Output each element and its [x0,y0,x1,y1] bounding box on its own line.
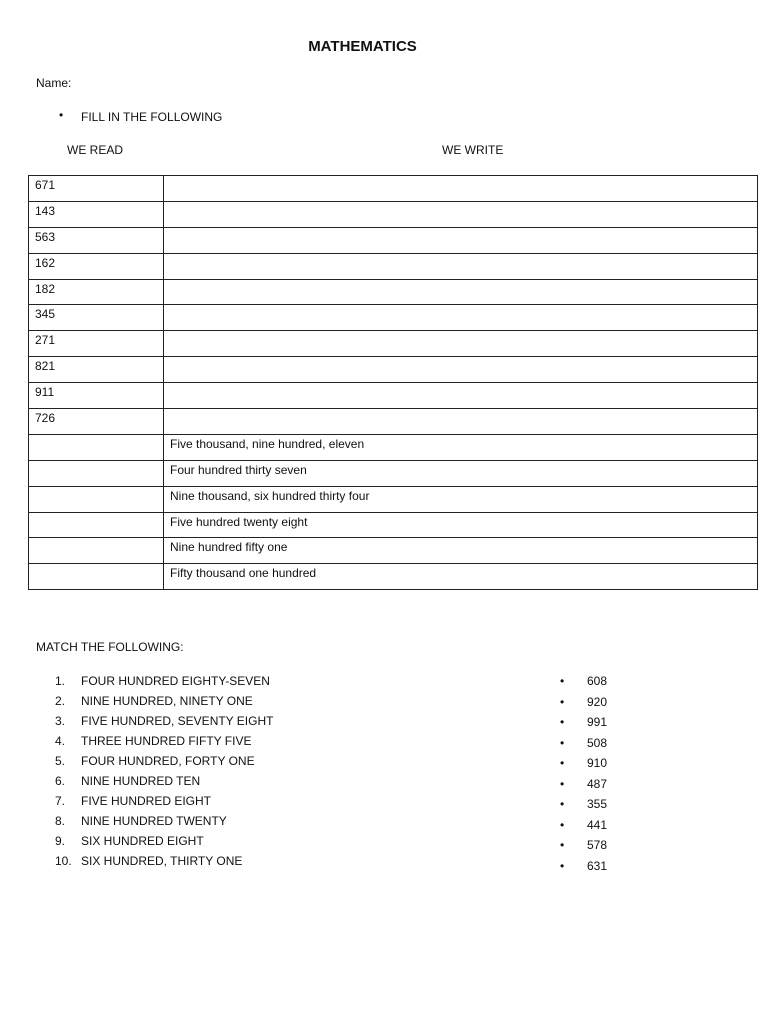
we-write-cell: Nine hundred fifty one [164,538,758,564]
answer-value: 578 [587,838,608,852]
we-write-cell[interactable] [164,201,758,227]
we-write-cell[interactable] [164,279,758,305]
bullet-icon: • [560,756,565,770]
we-read-cell: 726 [29,409,164,435]
we-write-cell: Five hundred twenty eight [164,512,758,538]
item-text: FIVE HUNDRED, SEVENTY EIGHT [81,714,274,728]
page-title: MATHEMATICS [308,38,417,55]
bullet-icon: • [560,674,565,688]
table-row [29,564,758,590]
list-item [55,733,273,753]
table-row [29,331,758,357]
list-item [55,773,273,793]
answer-list [560,673,607,878]
we-read-cell: 671 [29,176,164,202]
list-item [55,673,273,693]
we-write-cell[interactable] [164,331,758,357]
column-header-we-read: WE READ [67,143,124,157]
item-number: 3. [55,714,66,728]
item-number: 6. [55,774,66,788]
list-item [55,753,273,773]
bullet-icon: • [560,715,565,729]
item-number: 1. [55,674,66,688]
item-number: 10. [55,854,72,868]
table-row [29,434,758,460]
we-read-cell: 182 [29,279,164,305]
table-row [29,227,758,253]
list-item [560,776,607,797]
we-write-cell[interactable] [164,253,758,279]
table-row [29,486,758,512]
we-write-cell: Four hundred thirty seven [164,460,758,486]
we-write-cell: Nine thousand, six hundred thirty four [164,486,758,512]
we-read-cell[interactable] [29,460,164,486]
table-row [29,305,758,331]
we-read-cell[interactable] [29,538,164,564]
we-write-cell[interactable] [164,305,758,331]
answer-value: 920 [587,694,608,709]
answer-value: 487 [587,776,608,791]
table-row [29,279,758,305]
we-write-cell[interactable] [164,409,758,435]
answer-value: 441 [587,817,608,832]
list-item [560,817,607,838]
list-item [560,673,607,694]
table-row [29,383,758,409]
item-text: NINE HUNDRED, NINETY ONE [81,694,253,708]
we-read-cell[interactable] [29,512,164,538]
we-write-cell[interactable] [164,357,758,383]
table-row [29,201,758,227]
bullet-icon: • [560,858,565,873]
answer-value: 991 [587,715,608,729]
we-write-cell[interactable] [164,383,758,409]
item-number: 7. [55,794,66,808]
bullet-icon: • [560,776,565,791]
item-text: NINE HUNDRED TEN [81,774,201,788]
item-number: 9. [55,834,66,848]
list-item [560,735,607,756]
list-item [560,755,607,776]
name-label: Name: [36,76,72,90]
list-item [560,796,607,817]
table-row [29,253,758,279]
we-read-cell: 271 [29,331,164,357]
table-row [29,357,758,383]
we-write-cell: Five thousand, nine hundred, eleven [164,434,758,460]
bullet-icon: • [59,108,64,122]
item-text: NINE HUNDRED TWENTY [81,814,227,828]
item-number: 2. [55,694,66,708]
item-text: FOUR HUNDRED EIGHTY-SEVEN [81,674,270,688]
table-row [29,512,758,538]
table-row [29,538,758,564]
bullet-icon: • [560,694,565,709]
item-text: FIVE HUNDRED EIGHT [81,794,212,808]
list-item [55,793,273,813]
answer-value: 508 [587,735,608,750]
list-item [55,833,273,853]
answer-value: 910 [587,756,608,770]
bullet-icon: • [560,838,565,852]
item-number: 8. [55,814,66,828]
we-read-cell: 162 [29,253,164,279]
we-write-cell: Fifty thousand one hundred [164,564,758,590]
list-item [55,853,273,873]
item-text: FOUR HUNDRED, FORTY ONE [81,754,255,768]
we-read-cell: 563 [29,227,164,253]
column-header-we-write: WE WRITE [442,143,504,157]
item-text: SIX HUNDRED EIGHT [81,834,204,848]
we-read-cell[interactable] [29,434,164,460]
we-read-cell[interactable] [29,564,164,590]
item-number: 4. [55,734,66,748]
we-read-cell: 143 [29,201,164,227]
match-section-heading: MATCH THE FOLLOWING: [36,640,184,654]
bullet-icon: • [560,797,565,811]
list-item [55,693,273,713]
item-number: 5. [55,754,66,768]
we-read-cell: 345 [29,305,164,331]
answer-value: 631 [587,858,608,873]
item-text: SIX HUNDRED, THIRTY ONE [81,854,243,868]
we-write-cell[interactable] [164,227,758,253]
bullet-icon: • [560,817,565,832]
we-write-cell[interactable] [164,176,758,202]
table-row [29,409,758,435]
we-read-cell: 821 [29,357,164,383]
answer-value: 355 [587,797,608,811]
table-row [29,460,758,486]
match-list [55,673,273,873]
we-read-cell: 911 [29,383,164,409]
list-item [560,714,607,735]
list-item [560,694,607,715]
bullet-icon: • [560,735,565,750]
list-item [560,858,607,879]
fill-section-heading: FILL IN THE FOLLOWING [81,110,223,124]
fill-table [28,175,758,590]
item-text: THREE HUNDRED FIFTY FIVE [81,734,252,748]
list-item [560,837,607,858]
we-read-cell[interactable] [29,486,164,512]
answer-value: 608 [587,674,608,688]
list-item [55,813,273,833]
list-item [55,713,273,733]
table-row [29,176,758,202]
